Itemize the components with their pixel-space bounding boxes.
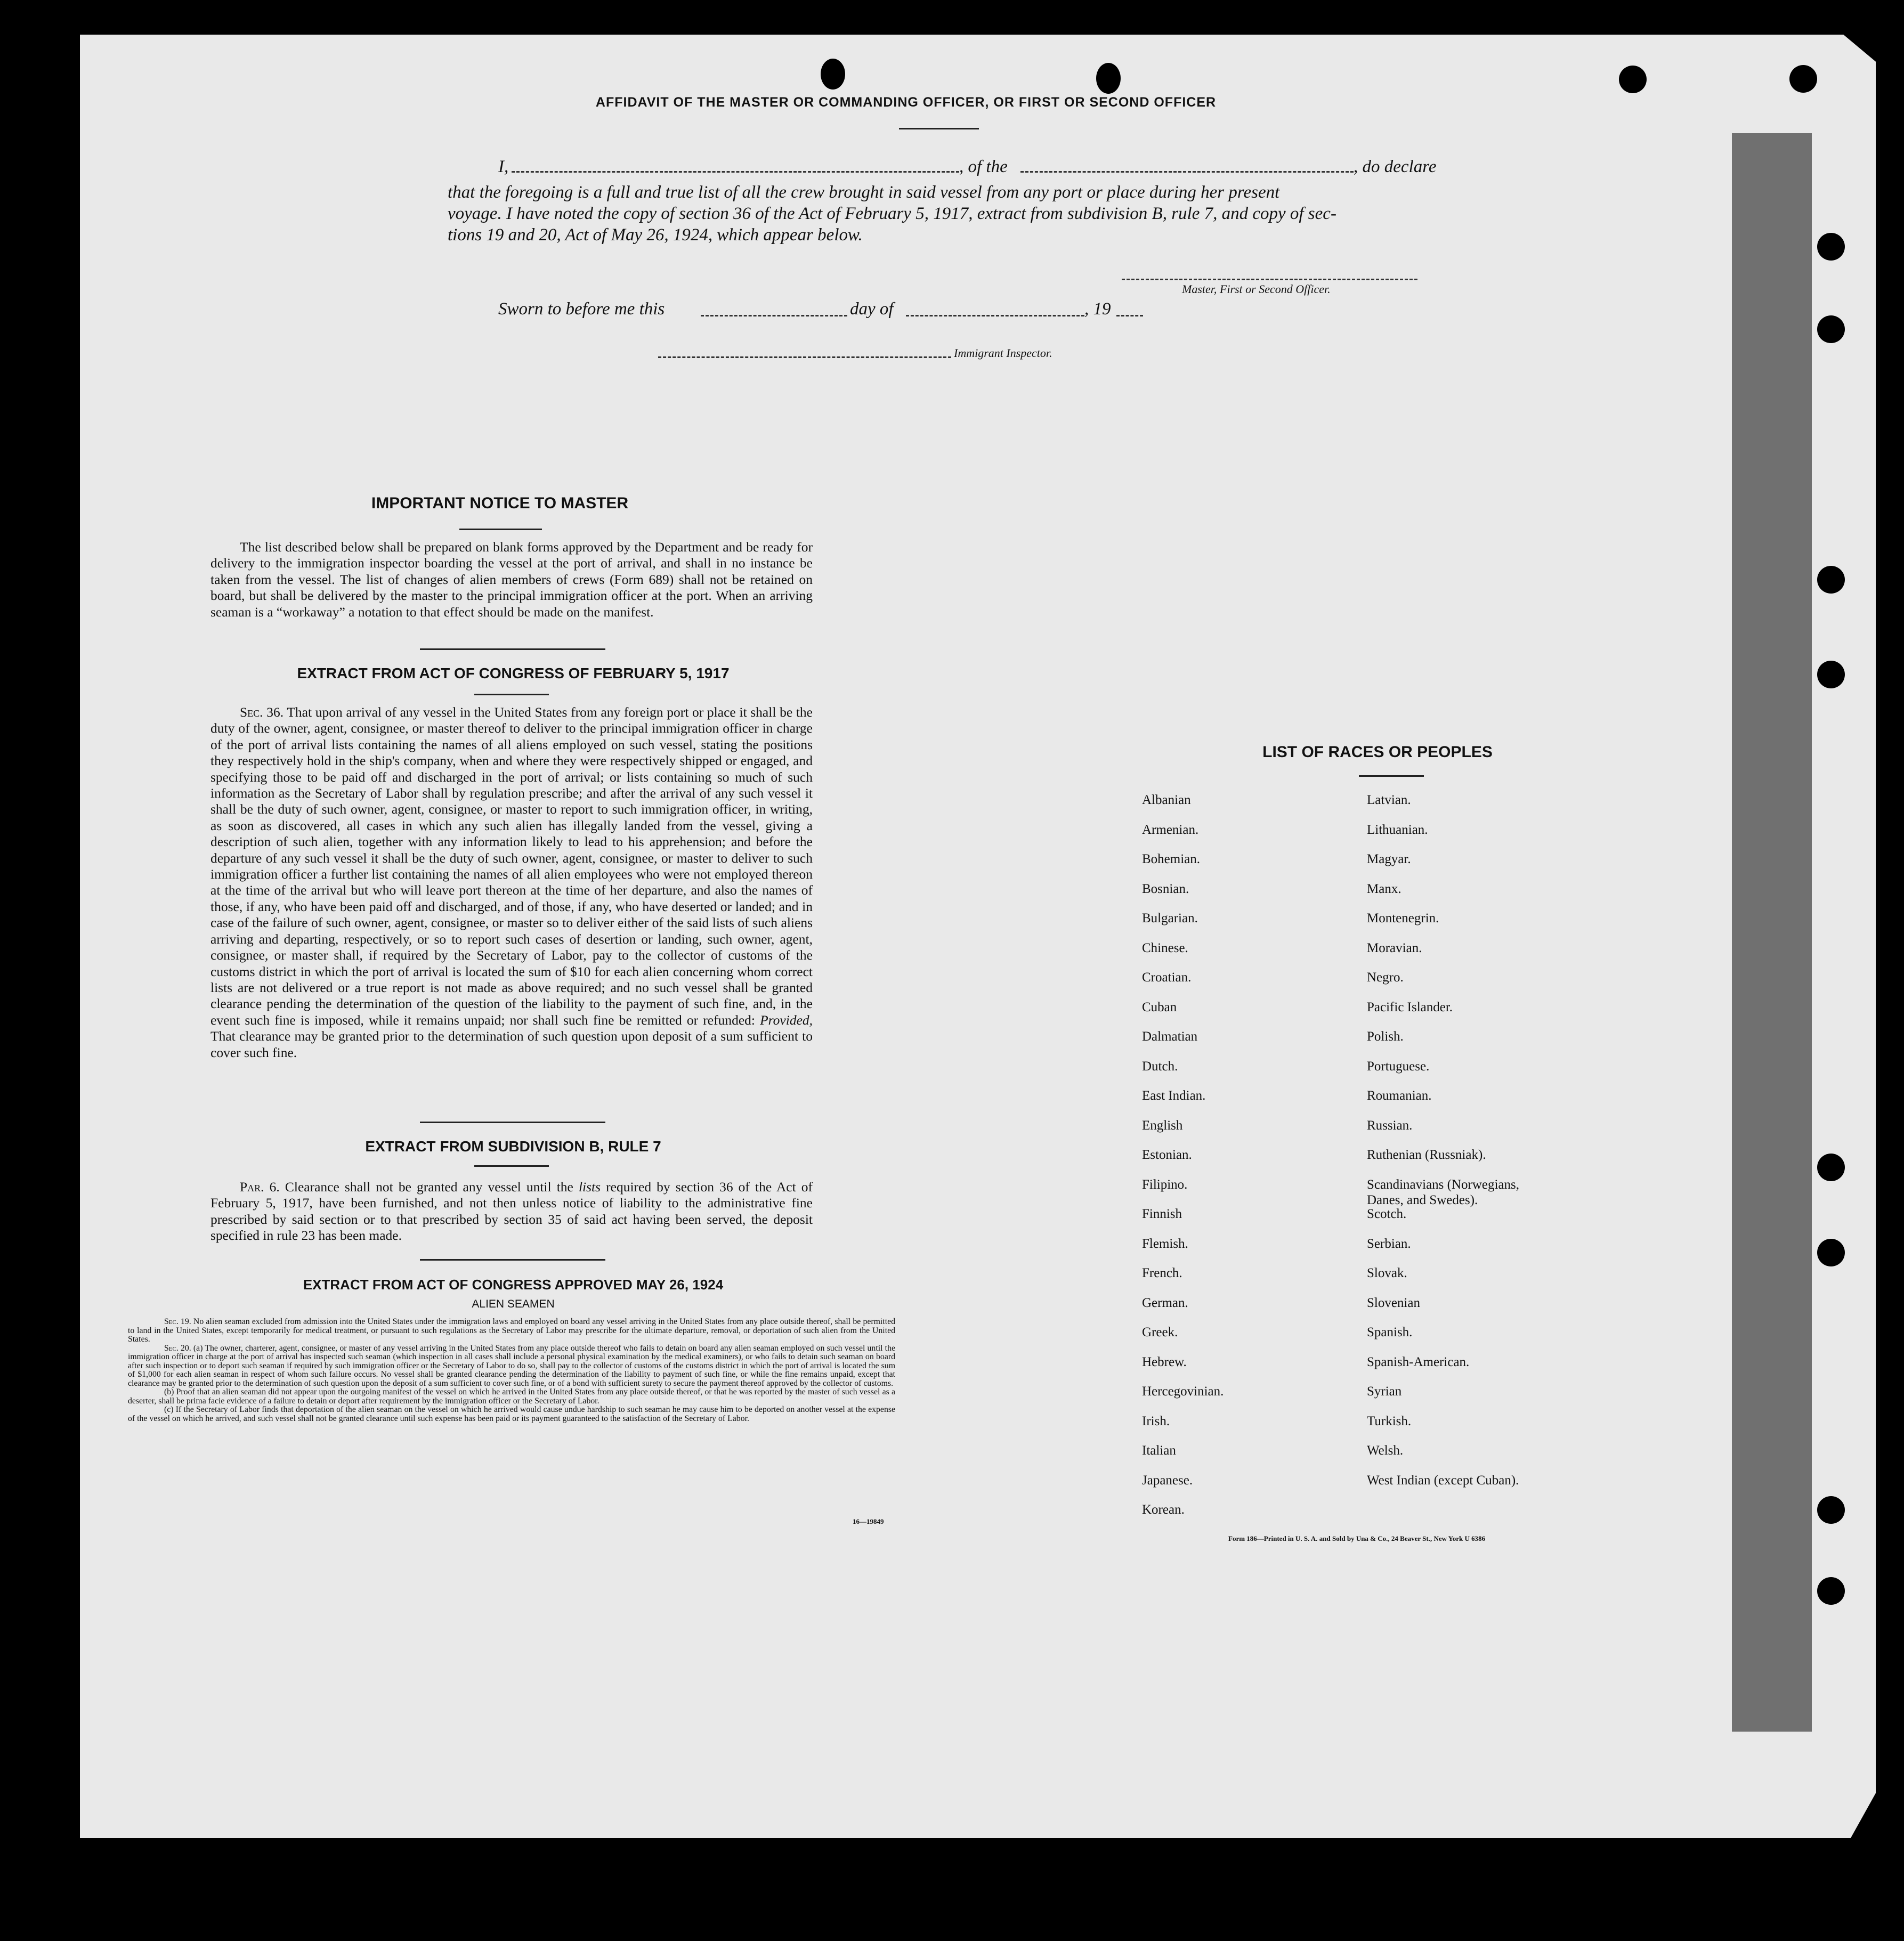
sworn-month-field <box>906 302 1084 316</box>
declarant-name-field <box>512 158 959 173</box>
race-item: Flemish. <box>1142 1236 1188 1251</box>
section-19 <box>128 1318 895 1344</box>
race-item: Bulgarian. <box>1142 911 1198 925</box>
race-item: Albanian <box>1142 793 1191 807</box>
punch-hole <box>1817 233 1845 261</box>
notice-text <box>210 539 813 620</box>
master-signature-label: Master, First or Second Officer. <box>1182 282 1331 296</box>
race-item: Japanese. <box>1142 1473 1193 1488</box>
punch-hole <box>1096 63 1121 94</box>
title-underline <box>899 128 979 129</box>
race-item: Moravian. <box>1367 940 1422 955</box>
act-1924-text <box>128 1318 895 1423</box>
races-left-column <box>1142 785 1334 1525</box>
lists-word: lists <box>578 1179 601 1195</box>
race-item: Greek. <box>1142 1325 1178 1339</box>
proviso-word: Provided, <box>760 1012 813 1028</box>
section-divider <box>420 1122 605 1123</box>
rule-7-body-b: required by section 36 of the Act of February 5, 1917, have been furnished, and not then unless notice of liability to the administrative fine prescribed by said section or to that prescribed by section 35 of said act having been served, the deposit specified in rule 23 has been made. <box>210 1179 813 1244</box>
section-36-text <box>210 704 813 1061</box>
section-19-body: No alien seaman excluded from admission into the United States under the immigration laws and employed on board any vessel arriving in the United States from any place outside thereof, shall be permitted to land in the United States, except temporarily for medical treatment, or pursuant to such regulations as the Secretary of Labor may prescribe for the ultimate departure, removal, or deportation of such alien from the United States. <box>128 1317 895 1344</box>
vessel-name-field <box>1020 158 1354 173</box>
race-item: Lithuanian. <box>1367 822 1428 837</box>
master-signature-line <box>1122 264 1417 280</box>
race-item: Chinese. <box>1142 940 1188 955</box>
section-20a <box>128 1344 895 1388</box>
punch-hole <box>1619 66 1647 93</box>
race-item: Ruthenian (Russniak). <box>1367 1148 1486 1162</box>
race-item: Serbian. <box>1367 1236 1411 1251</box>
race-item: Irish. <box>1142 1414 1170 1428</box>
alien-seamen-subtitle: ALIEN SEAMEN <box>472 1298 555 1310</box>
race-item: Cuban <box>1142 1000 1177 1014</box>
extract-1917-underline <box>474 694 549 695</box>
race-item: Armenian. <box>1142 822 1199 837</box>
declarant-prefix: I, <box>498 157 509 176</box>
form-imprint: Form 186—Printed in U. S. A. and Sold by Una & Co., 24 Beaver St., New York U 6386 <box>1228 1534 1486 1542</box>
day-of-label: day of <box>850 299 894 319</box>
inspector-signature-line <box>658 343 951 358</box>
rule-7-text <box>210 1179 813 1244</box>
notice-underline <box>459 529 542 530</box>
race-item: West Indian (except Cuban). <box>1367 1473 1519 1488</box>
affidavit-line-3: voyage. I have noted the copy of section 36 of the Act of February 5, 1917, extract from subdivision B, rule 7, and copy of sec- <box>448 204 1336 223</box>
sworn-label: Sworn to before me this <box>498 299 665 319</box>
race-item: Latvian. <box>1367 793 1411 807</box>
page-edge-tab <box>1732 133 1812 1732</box>
rule-7-body-a: Clearance shall not be granted any vessel until the <box>285 1179 573 1195</box>
proviso-text: That clearance may be granted prior to the determination of such question upon deposit of a sum sufficient to cover such fine. <box>210 1028 813 1060</box>
punch-hole <box>1817 315 1845 343</box>
race-item: Magyar. <box>1367 852 1411 866</box>
year-label: , 19 <box>1084 299 1111 319</box>
punch-hole <box>1817 566 1845 594</box>
section-divider <box>420 1259 605 1261</box>
section-19-label: Sec. 19. <box>164 1317 191 1326</box>
race-item: Spanish-American. <box>1367 1354 1470 1369</box>
race-item: Turkish. <box>1367 1414 1412 1428</box>
races-title: LIST OF RACES OR PEOPLES <box>1262 743 1493 761</box>
affidavit-line-4: tions 19 and 20, Act of May 26, 1924, which appear below. <box>448 225 863 245</box>
race-item: Portuguese. <box>1367 1059 1430 1074</box>
race-item: Spanish. <box>1367 1325 1413 1339</box>
affidavit-line-2: that the foregoing is a full and true list of all the crew brought in said vessel from any port or place during her present <box>448 183 1280 202</box>
race-item: Pacific Islander. <box>1367 1000 1453 1014</box>
section-20a-body: (a) The owner, charterer, agent, consignee, or master of any vessel arriving in the United States from any place outside thereof who fails to detain on board any alien seaman employed on such vessel until the immigration officer in charge at the port of arrival has inspected such seaman (which inspection in all cases shall include a personal physical examination by the medical examiners), or who fails to detain such seaman on board after such inspection or to deport such seaman if required by such immigration officer or the Secretary of Labor to do so, shall pay to the collector of customs of the customs district in which the port of arrival is located the sum of $1,000 for each alien seaman in respect of whom such failure occurs. No vessel shall be granted clearance pending the determination of the liability to payment of such fine, or while the fine remains unpaid, except that clearance may be granted prior to the determination of such question upon the deposit of a sum sufficient to cover such fine, or of a bond with sufficient surety to secure the payment thereof approved by the collector of customs. <box>128 1343 895 1388</box>
race-item: French. <box>1142 1266 1182 1280</box>
race-item: Estonian. <box>1142 1148 1192 1162</box>
sworn-day-field <box>701 302 847 316</box>
section-20-label: Sec. 20. <box>164 1343 191 1353</box>
race-item: Dutch. <box>1142 1059 1178 1074</box>
paragraph-6-label: Par. 6. <box>240 1179 280 1195</box>
race-item: Slovak. <box>1367 1266 1407 1280</box>
race-item: Hercegovinian. <box>1142 1384 1224 1399</box>
notice-title: IMPORTANT NOTICE TO MASTER <box>371 494 629 512</box>
race-item: Filipino. <box>1142 1177 1188 1192</box>
of-the-label: , of the <box>959 157 1008 176</box>
rule-7-underline <box>474 1165 549 1167</box>
race-item: Slovenian <box>1367 1295 1420 1310</box>
punch-hole <box>1789 65 1817 93</box>
punch-hole <box>821 59 845 90</box>
rule-7-title: EXTRACT FROM SUBDIVISION B, RULE 7 <box>365 1138 661 1155</box>
section-20c: (c) If the Secretary of Labor finds that deportation of the alien seaman on the vessel on which he arrived would cause undue hardship to such seaman he may cause him to be deported on another vessel at the expense of the vessel on which he arrived, and such vessel shall not be granted clearance until such expense has been paid or its payment guaranteed to the satisfaction of the Secretary of Labor. <box>128 1405 895 1423</box>
race-item: Scotch. <box>1367 1207 1407 1221</box>
section-36-label: Sec. 36. <box>240 704 284 720</box>
race-item: East Indian. <box>1142 1089 1206 1103</box>
race-item: Manx. <box>1367 881 1401 896</box>
punch-hole <box>1817 1496 1845 1524</box>
do-declare-label: , do declare <box>1354 157 1437 176</box>
race-item: Welsh. <box>1367 1443 1404 1458</box>
race-item: English <box>1142 1118 1183 1133</box>
race-item: German. <box>1142 1295 1188 1310</box>
sworn-year-field <box>1116 302 1143 316</box>
races-right-column <box>1367 785 1644 1495</box>
race-item: Bosnian. <box>1142 881 1189 896</box>
extract-1917-title: EXTRACT FROM ACT OF CONGRESS OF FEBRUARY 5, 1917 <box>297 665 730 681</box>
race-item: Roumanian. <box>1367 1089 1432 1103</box>
section-20b: (b) Proof that an alien seaman did not appear upon the outgoing manifest of the vessel on which he arrived in the United States from any place outside thereof, or that he was reported by the master of such vessel as a deserter, shall be prima facie evidence of a failure to detain or deport after requirement by the immigration officer or the Secretary of Labor. <box>128 1387 895 1406</box>
punch-hole <box>1817 1154 1845 1181</box>
race-item: Korean. <box>1142 1503 1185 1517</box>
section-divider <box>420 648 605 650</box>
race-item: Bohemian. <box>1142 852 1201 866</box>
races-underline <box>1359 775 1424 777</box>
print-code: 16—19849 <box>853 1517 884 1525</box>
inspector-signature-label: Immigrant Inspector. <box>954 346 1052 360</box>
section-36-body: That upon arrival of any vessel in the United States from any foreign port or place it shall be the duty of the owner, agent, consignee, or master thereof to deliver to the principal immigration officer in charge of the port of arrival lists containing the names of all aliens employed on such vessel, stating the positions they respectively hold in the ship's company, when and where they were respectively shipped or engaged, and specifying those to be paid off and discharged in the port of arrival; or lists containing so much of such information as the Secretary of Labor shall by regulation prescribe; and after the arrival of any such vessel it shall be the duty of such owner, agent, consignee, or master to report to such immigration officer, in writing, as soon as discovered, all cases in which any such alien has illegally landed from the vessel, giving a description of such alien, together with any information likely to lead to his apprehension; and before the departure of any such vessel it shall be the duty of such owner, agent, consignee, or master to deliver to such immigration officer a further list containing the names of all alien employees who were not employed thereon at the time of the arrival but who will leave port thereon at the time of her departure, and also the names of those, if any, who have been paid off and discharged, and of those, if any, who have deserted or landed; and in case of the failure of such owner, agent, consignee, or master so to deliver either of the said lists of such aliens arriving and departing, respectively, or so to report such cases of desertion or landing, such owner, agent, consignee, or master shall, if required by the Secretary of Labor, pay to the collector of customs of the customs district in which the port of arrival is located the sum of $10 for each alien concerning whom correct lists are not delivered or a true report is not made as above required; and no such vessel shall be granted clearance pending the determination of the question of the liability to the payment of such fine, and, in the event such fine is imposed, while it remains unpaid; nor shall such fine be remitted or refunded: <box>210 704 813 1028</box>
race-item: Dalmatian <box>1142 1029 1198 1044</box>
race-item: Montenegrin. <box>1367 911 1439 925</box>
affidavit-title: AFFIDAVIT OF THE MASTER OR COMMANDING OFFICER, OR FIRST OR SECOND OFFICER <box>595 95 1217 110</box>
notice-body: The list described below shall be prepared on blank forms approved by the Department and be ready for delivery to the immigration inspector boarding the vessel at the port of arrival, and shall in no instance be taken from the vessel. The list of changes of alien members of crews (Form 689) shall not be retained on board, but shall be delivered by the master to the principal immigration officer at the port. When an arriving seaman is a “workaway” a notation to that effect should be made on the manifest. <box>210 539 813 620</box>
race-item: Scandinavians (Norwegians, Danes, and Swedes). <box>1367 1177 1520 1207</box>
race-item: Hebrew. <box>1142 1354 1187 1369</box>
punch-hole <box>1817 1239 1845 1266</box>
race-item: Finnish <box>1142 1207 1182 1221</box>
race-item: Syrian <box>1367 1384 1402 1399</box>
punch-hole <box>1817 661 1845 688</box>
race-item: Italian <box>1142 1443 1176 1458</box>
race-item: Croatian. <box>1142 970 1192 985</box>
race-item: Russian. <box>1367 1118 1413 1133</box>
punch-hole <box>1817 1577 1845 1605</box>
act-1924-title: EXTRACT FROM ACT OF CONGRESS APPROVED MAY 26, 1924 <box>303 1277 724 1293</box>
race-item: Negro. <box>1367 970 1404 985</box>
race-item: Polish. <box>1367 1029 1404 1044</box>
